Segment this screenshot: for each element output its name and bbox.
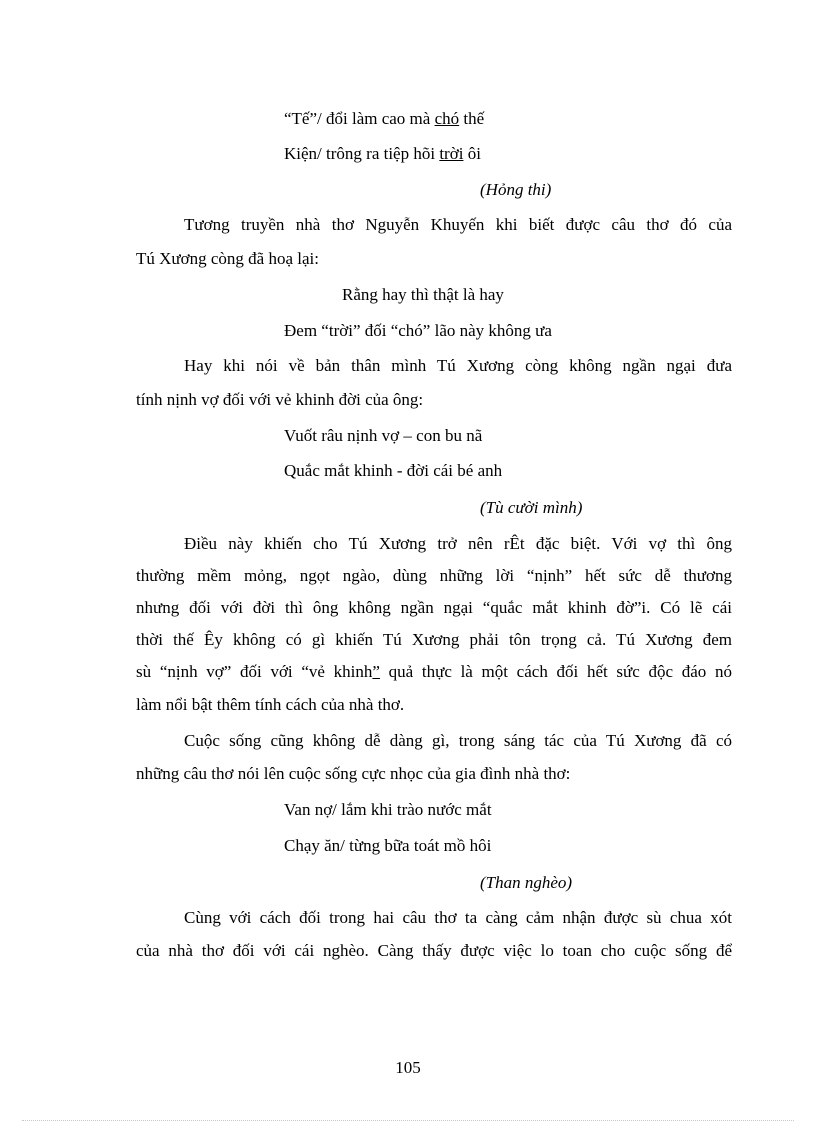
- poem-text: thế: [459, 109, 485, 128]
- paragraph-line: của nhà thơ đối với cái nghèo. Càng thấy được việc lo toan cho cuộc sống để: [136, 941, 732, 960]
- poem-line: Quắc mắt khinh - đời cái bé anh: [284, 461, 503, 480]
- paragraph-line: thời thế Êy không có gì khiến Tú Xương phải tôn trọng cả. Tú Xương đem: [136, 630, 732, 649]
- underlined-quote: ”: [372, 662, 380, 681]
- paragraph-line: Cùng với cách đối trong hai câu thơ ta càng cảm nhận được sù chua xót: [184, 908, 732, 927]
- paragraph-line: Điều này khiến cho Tú Xương trở nên rÊt đặc biệt. Với vợ thì ông: [184, 534, 732, 553]
- poem-line: [284, 143, 481, 165]
- paragraph-line: nhưng đối với đời thì ông không ngần ngại “quắc mắt khinh đờ”i. Có lẽ cái: [136, 598, 732, 617]
- poem-line: Đem “trời” đối “chó” lão này không ưa: [284, 321, 552, 340]
- paragraph-text: “vẻ khinh: [301, 662, 373, 681]
- page-bottom-divider: [22, 1120, 794, 1121]
- paragraph-text: sù “nịnh vợ” đối với: [136, 662, 302, 681]
- paragraph-line: làm nổi bật thêm tính cách của nhà thơ.: [136, 695, 405, 714]
- paragraph-line: Cuộc sống cũng không dễ dàng gì, trong sáng tác của Tú Xương đã có: [184, 731, 732, 750]
- paragraph-line: những câu thơ nói lên cuộc sống cực nhọc của gia đình nhà thơ:: [136, 764, 571, 783]
- poem-line: Van nợ/ lắm khi trào nước mắt: [284, 800, 492, 819]
- paragraph-text: quả thực là một cách đối hết sức độc đáo nó: [379, 662, 732, 681]
- underlined-word: chó: [434, 109, 460, 128]
- paragraph-line: Tú Xương còng đã hoạ lại:: [136, 249, 319, 268]
- poem-text: Kiện/ trông ra tiệp hõi: [284, 144, 440, 163]
- page-number: 105: [395, 1058, 421, 1077]
- poem-line: [284, 108, 484, 130]
- poem-line: Vuốt râu nịnh vợ – con bu nã: [284, 426, 483, 445]
- poem-line: Rằng hay thì thật là hay: [342, 285, 504, 304]
- poem-source: (Than nghèo): [480, 873, 573, 892]
- paragraph-line: [136, 661, 732, 683]
- paragraph-line: Tương truyền nhà thơ Nguyễn Khuyến khi biết được câu thơ đó của: [184, 215, 732, 234]
- poem-text: ôi: [463, 144, 481, 163]
- poem-source: (Hỏng thi): [480, 180, 552, 199]
- poem-text: “Tế”/ đổi làm cao mà: [284, 109, 435, 128]
- paragraph-line: Hay khi nói về bản thân mình Tú Xương còng không ngần ngại đưa: [184, 356, 732, 375]
- paragraph-line: thường mềm mỏng, ngọt ngào, dùng những lời “nịnh” hết sức dễ thương: [136, 566, 732, 585]
- poem-source: (Tù cười mình): [480, 498, 583, 517]
- poem-line: Chạy ăn/ từng bữa toát mồ hôi: [284, 836, 492, 855]
- paragraph-line: tính nịnh vợ đối với vẻ khinh đời của ông:: [136, 390, 424, 409]
- underlined-word: trời: [439, 144, 464, 163]
